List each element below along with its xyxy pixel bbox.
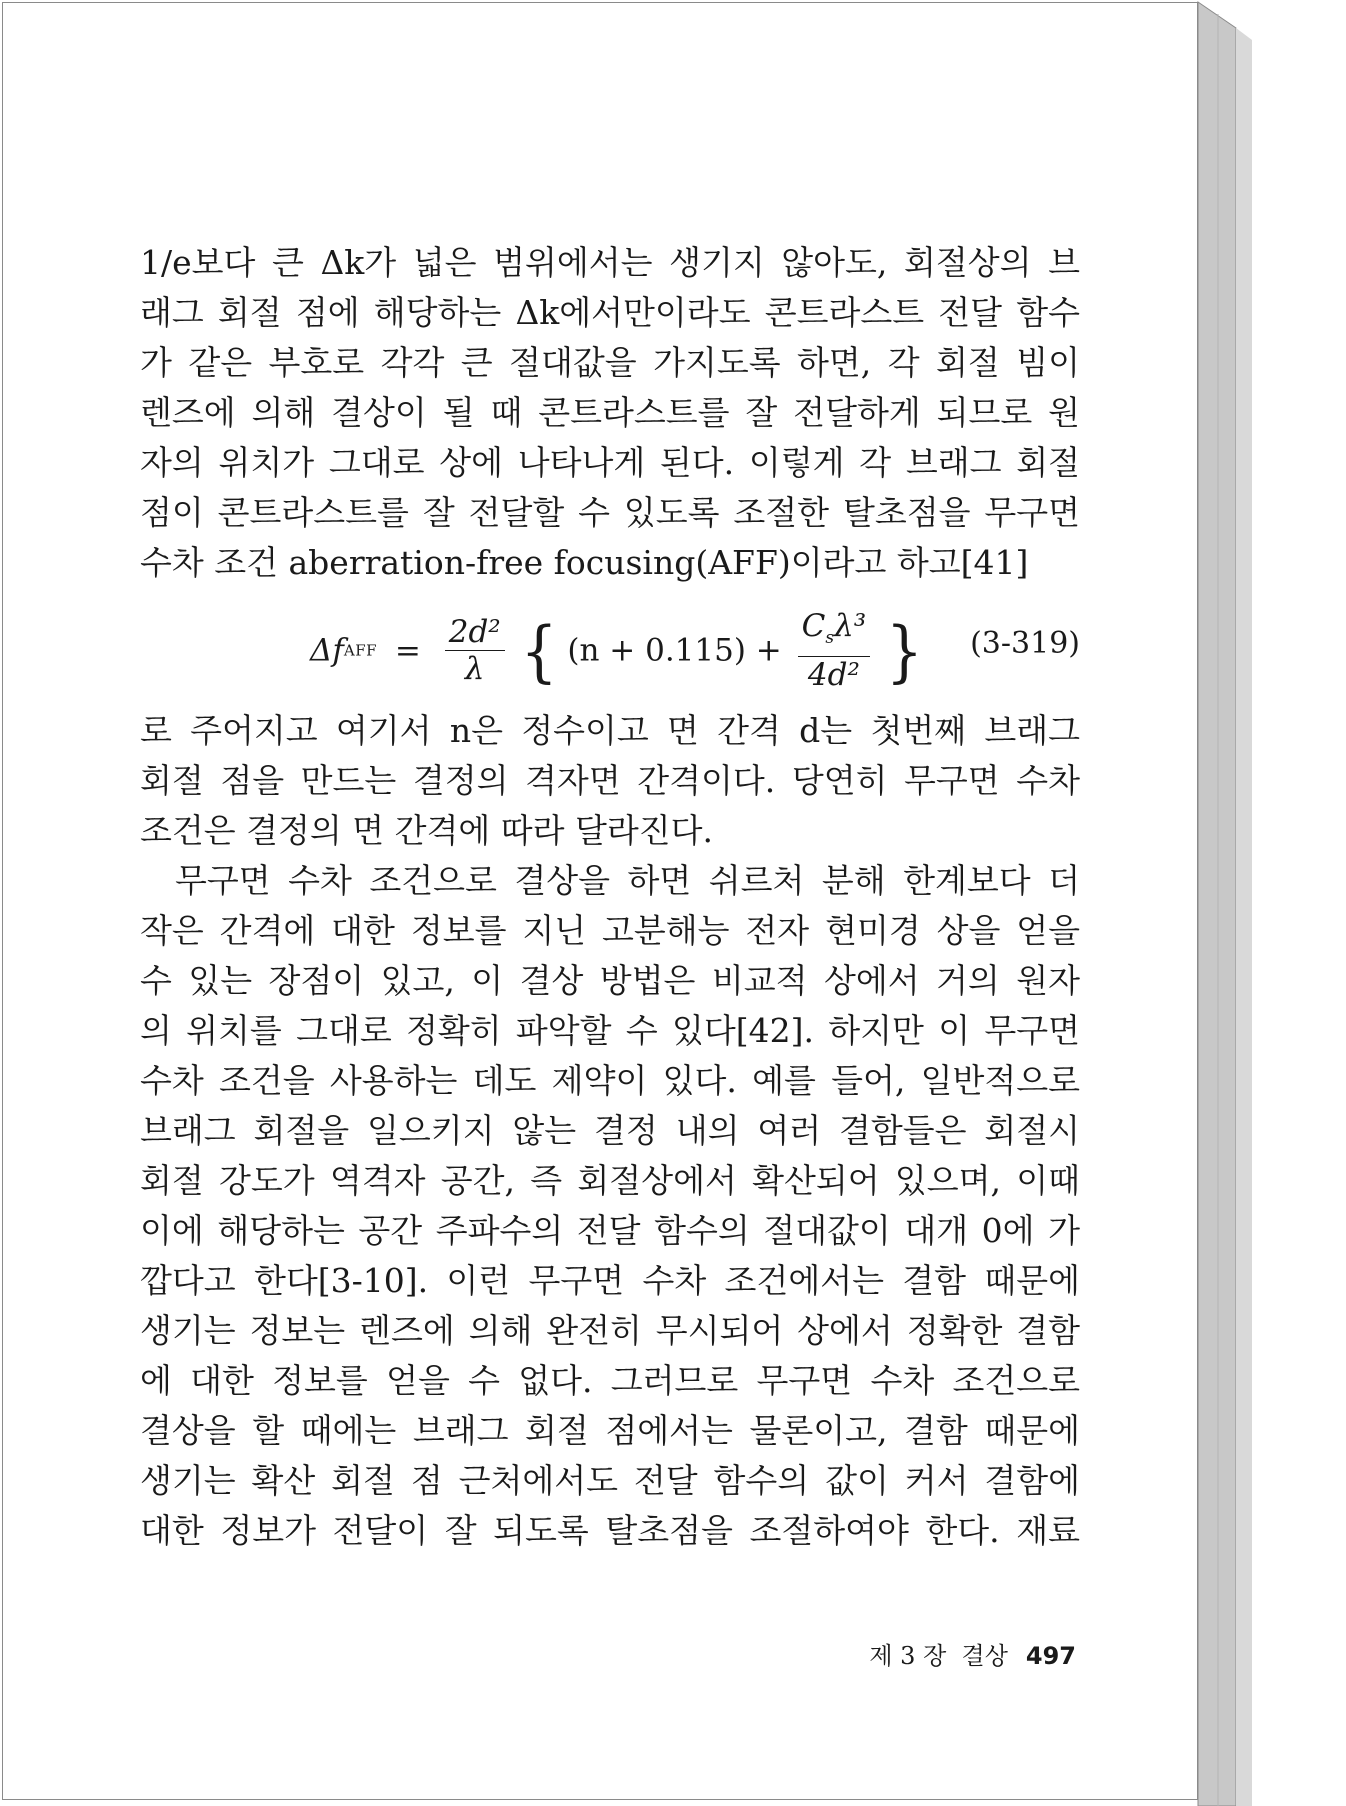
text-line: 무구면 수차 조건으로 결상을 하면 쉬르처 분해 한계보다 더 [140, 861, 1080, 900]
equation-number: (3-319) [970, 626, 1080, 661]
text-line: 수차 조건 aberration-free focusing(AFF)이라고 하고[41] [140, 543, 1029, 582]
chapter-label: 제 3 장 결상 [869, 1642, 1008, 1670]
text-line: 의 위치를 그대로 정확히 파악할 수 있다[42]. 하지만 이 무구면 [140, 1011, 1080, 1050]
text-line: 깝다고 한다[3-10]. 이런 무구면 수차 조건에서는 결함 때문에 [140, 1261, 1080, 1300]
equation-inner: (n + 0.115) + [567, 632, 782, 669]
paragraph-1 [140, 238, 1080, 588]
page-number: 497 [1025, 1642, 1076, 1670]
text-line: 수 있는 장점이 있고, 이 결상 방법은 비교적 상에서 거의 원자 [140, 961, 1080, 1000]
text-line: 회절 점을 만드는 결정의 격자면 간격이다. 당연히 무구면 수차 [140, 761, 1080, 800]
text-line: 자의 위치가 그대로 상에 나타나게 된다. 이렇게 각 브래그 회절 [140, 443, 1080, 482]
text-line: 결상을 할 때에는 브래그 회절 점에서는 물론이고, 결함 때문에 [140, 1411, 1080, 1450]
fraction-1-denominator: λ [464, 651, 485, 688]
text-line: 조건은 결정의 면 간격에 따라 달라진다. [140, 811, 713, 850]
text-line: 브래그 회절을 일으키지 않는 결정 내의 여러 결함들은 회절시 [140, 1111, 1080, 1150]
fraction-2-denominator: 4d² [807, 657, 860, 694]
equation-lhs-subscript: AFF [343, 641, 378, 660]
paragraph-2 [140, 706, 1080, 856]
text-line: 수차 조건을 사용하는 데도 제약이 있다. 예를 들어, 일반적으로 [140, 1061, 1080, 1100]
open-brace: { [520, 611, 558, 690]
text-line: 에 대한 정보를 얻을 수 없다. 그러므로 무구면 수차 조건으로 [140, 1361, 1080, 1400]
fraction-2-s: s [825, 628, 835, 649]
equation-lhs: Δf [310, 632, 344, 669]
text-line: 생기는 정보는 렌즈에 의해 완전히 무시되어 상에서 정확한 결함 [140, 1311, 1080, 1350]
equation-equals: = [394, 632, 421, 669]
fraction-2-c: C [801, 608, 826, 644]
fraction-1-numerator: 2d² [445, 614, 505, 651]
text-line: 로 주어지고 여기서 n은 정수이고 면 간격 d는 첫번째 브래그 [140, 711, 1080, 750]
text-line: 회절 강도가 역격자 공간, 즉 회절상에서 확산되어 있으며, 이때 [140, 1161, 1080, 1200]
paragraph-3 [140, 856, 1080, 1556]
text-line: 이에 해당하는 공간 주파수의 전달 함수의 절대값이 대개 0에 가 [140, 1211, 1080, 1250]
close-brace: } [886, 611, 923, 690]
text-line: 래그 회절 점에 해당하는 Δk에서만이라도 콘트라스트 전달 함수 [140, 293, 1080, 332]
fraction-2 [798, 608, 871, 693]
running-footer [840, 1636, 1076, 1671]
text-line: 대한 정보가 전달이 잘 되도록 탈초점을 조절하여야 한다. 재료 [140, 1511, 1080, 1550]
fraction-2-lambda: λ³ [834, 608, 867, 644]
equation-3-319 [140, 596, 1080, 696]
text-line: 생기는 확산 회절 점 근처에서도 전달 함수의 값이 커서 결함에 [140, 1461, 1080, 1500]
text-line: 작은 간격에 대한 정보를 지닌 고분해능 전자 현미경 상을 얻을 [140, 911, 1080, 950]
text-line: 점이 콘트라스트를 잘 전달할 수 있도록 조절한 탈초점을 무구면 [140, 493, 1080, 532]
text-line: 가 같은 부호로 각각 큰 절대값을 가지도록 하면, 각 회절 빔이 [140, 343, 1080, 382]
equation-body [310, 608, 923, 693]
text-line: 1/e보다 큰 Δk가 넓은 범위에서는 생기지 않아도, 회절상의 브 [140, 243, 1080, 282]
fraction-1 [445, 614, 505, 687]
text-line: 렌즈에 의해 결상이 될 때 콘트라스트를 잘 전달하게 되므로 원 [140, 393, 1080, 432]
fraction-2-numerator [798, 608, 871, 657]
